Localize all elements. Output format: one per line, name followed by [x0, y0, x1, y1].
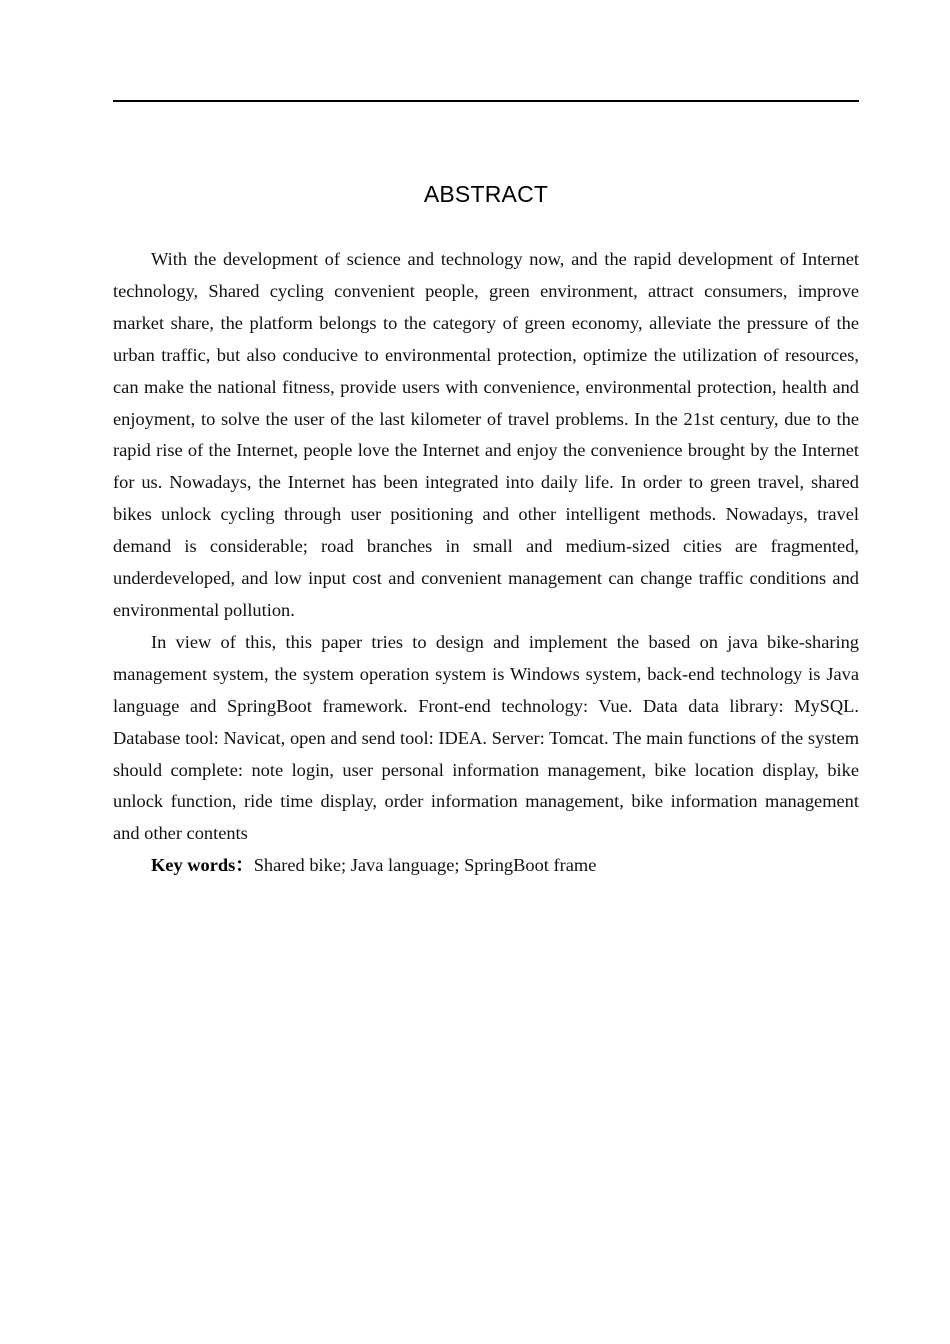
- keywords-value: Shared bike; Java language; SpringBoot frame: [253, 855, 597, 876]
- keywords-line: [113, 850, 859, 882]
- abstract-body: [113, 244, 859, 882]
- header-rule: [113, 100, 859, 102]
- abstract-paragraph: With the development of science and technology now, and the rapid development of Internet technology, Shared cycling convenient people, green environment, attract consumers, improve market share, the platform belongs to the category of green economy, alleviate the pressure of the urban traffic, but also conducive to environmental protection, optimize the utilization of resources, can make the national fitness, provide users with convenience, environmental protection, health and enjoyment, to solve the user of the last kilometer of travel problems. In the 21st century, due to the rapid rise of the Internet, people love the Internet and enjoy the convenience brought by the Internet for us. Nowadays, the Internet has been integrated into daily life. In order to green travel, shared bikes unlock cycling through user positioning and other intelligent methods. Nowadays, travel demand is considerable; road branches in small and medium-sized cities are fragmented, underdeveloped, and low input cost and convenient management can change traffic conditions and environmental pollution.: [113, 249, 859, 620]
- keywords-label: Key words：: [151, 855, 254, 876]
- abstract-paragraph: In view of this, this paper tries to design and implement the based on java bike-sharing management system, the system operation system is Windows system, back-end technology is Java language and SpringBoot framework. Front-end technology: Vue. Data data library: MySQL. Database tool: Navicat, open and send tool: IDEA. Server: Tomcat. The main functions of the system should complete: note login, user personal information management, bike location display, bike unlock function, ride time display, order information management, bike information management and other contents: [113, 631, 859, 844]
- abstract-title: ABSTRACT: [423, 181, 549, 207]
